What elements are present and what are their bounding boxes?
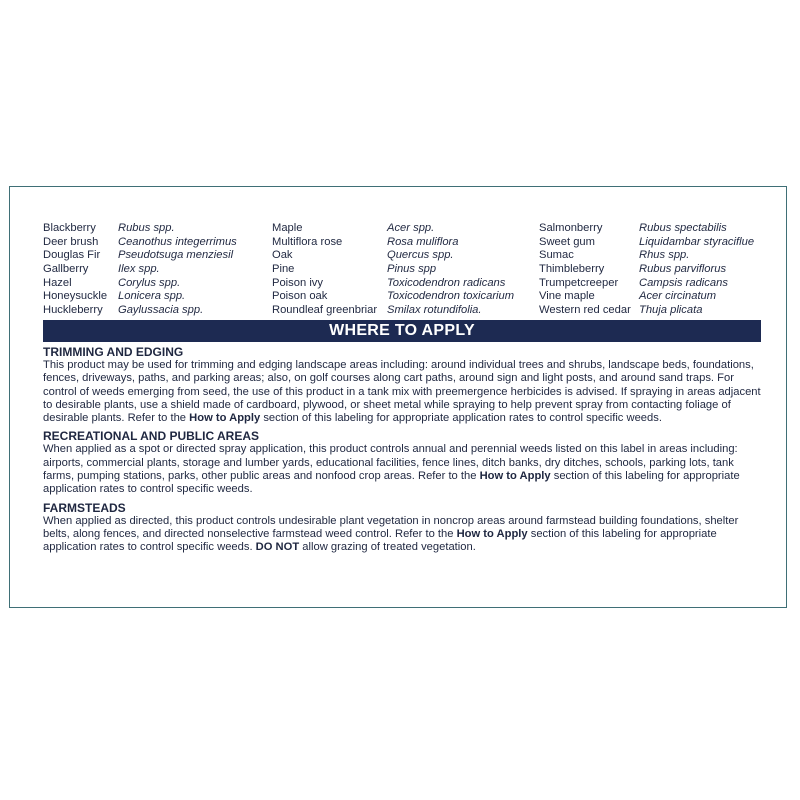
common-name: Pine	[272, 263, 295, 276]
section-heading-trimming: TRIMMING AND EDGING	[43, 345, 184, 359]
scientific-name: Rubus spectabilis	[639, 222, 727, 234]
application-sections	[43, 345, 765, 559]
common-name: Maple	[272, 222, 303, 234]
species-row	[272, 222, 514, 236]
species-row	[539, 236, 754, 250]
species-row	[43, 290, 237, 304]
common-name: Vine maple	[539, 290, 595, 303]
common-name: Huckleberry	[43, 304, 103, 317]
common-name: Sumac	[539, 249, 574, 262]
species-row	[272, 249, 514, 263]
species-row	[43, 263, 237, 277]
common-name: Deer brush	[43, 235, 99, 248]
common-name: Oak	[272, 249, 293, 262]
species-row	[539, 263, 754, 277]
scientific-name: Toxicodendron radicans	[387, 276, 506, 289]
common-name: Poison ivy	[272, 276, 323, 289]
common-name: Blackberry	[43, 222, 96, 234]
how-to-apply-reference: How to Apply	[479, 470, 551, 483]
species-row	[539, 304, 754, 318]
scientific-name: Ceanothus integerrimus	[118, 235, 237, 248]
common-name: Honeysuckle	[43, 290, 108, 303]
scientific-name: Ilex spp.	[118, 263, 160, 276]
scientific-name: Smilax rotundifolia.	[387, 304, 482, 317]
scientific-name: Lonicera spp.	[118, 290, 186, 303]
how-to-apply-reference: How to Apply	[189, 412, 261, 425]
common-name: Multiflora rose	[272, 235, 343, 248]
section-heading-recreational: RECREATIONAL AND PUBLIC AREAS	[43, 429, 260, 444]
section-heading-farmsteads: FARMSTEADS	[43, 500, 126, 515]
species-row	[539, 290, 754, 304]
species-row	[43, 236, 237, 250]
scientific-name: Pinus spp	[387, 263, 437, 276]
common-name: Poison oak	[272, 290, 328, 303]
common-name: Salmonberry	[539, 222, 603, 234]
scientific-name: Acer circinatum	[639, 290, 717, 303]
common-name: Roundleaf greenbriar	[272, 304, 378, 317]
scientific-name: Pseudotsuga menziesil	[118, 249, 234, 262]
section-text-farmsteads	[43, 515, 765, 555]
paragraph-text: section of this labeling for appropriate application rates to control specific weeds.	[43, 527, 717, 554]
scientific-name: Rhus spp.	[639, 249, 690, 262]
paragraph-text: section of this labeling for appropriate application rates to control specific weeds.	[260, 412, 662, 425]
common-name: Sweet gum	[539, 235, 595, 248]
paragraph-text: When applied as a spot or directed spray application, this product controls annual and perennial weeds listed on this label in areas including: airports, commercial plants, storage and lumber yards, educational facilities, fence lines, ditch banks, dry ditches, schools, parking lots, tank farms, pumping stations, parks, other public areas and nonfood crop areas. Refer to the	[43, 443, 738, 483]
common-name: Trumpetcreeper	[539, 276, 619, 289]
scientific-name: Liquidambar styraciflue	[639, 235, 755, 248]
scientific-name: Corylus spp.	[118, 276, 181, 289]
species-row	[272, 263, 514, 277]
label-panel	[9, 186, 787, 608]
species-row	[43, 304, 237, 318]
species-row	[272, 304, 514, 318]
where-to-apply-banner: WHERE TO APPLY	[43, 320, 761, 342]
common-name: Douglas Fir	[43, 249, 101, 262]
scientific-name: Acer spp.	[387, 222, 435, 234]
species-column-2	[272, 222, 514, 318]
scientific-name: Rubus parviflorus	[639, 263, 727, 276]
do-not-warning: DO NOT	[255, 541, 300, 554]
paragraph-text: allow grazing of treated vegetation.	[299, 541, 476, 554]
section-text-recreational	[43, 443, 765, 496]
scientific-name: Campsis radicans	[639, 276, 728, 289]
scientific-name: Rubus spp.	[118, 222, 175, 234]
species-column-1	[43, 222, 237, 318]
common-name: Gallberry	[43, 263, 89, 276]
species-row	[43, 222, 237, 236]
scientific-name: Toxicodendron toxicarium	[387, 290, 515, 303]
species-row	[539, 249, 754, 263]
paragraph-text: This product may be used for trimming and edging landscape areas including: around individual trees and shrubs, landscape beds, foundations, fences, driveways, paths, and parking areas; also, on golf courses along cart paths, around sign and light posts, and around sand traps. For control of weeds emerging from seed, the use of this product in a tank mix with preemergence herbicides is advised. If spraying in areas adjacent to desirable plants, use a shield made of cardboard, plywood, or sheet metal while spraying to help prevent spray from contacting foliage of desirable plants. Refer to the	[43, 359, 761, 425]
common-name: Western red cedar	[539, 304, 631, 317]
how-to-apply-reference: How to Apply	[456, 527, 528, 540]
scientific-name: Thuja plicata	[639, 304, 703, 317]
paragraph-text: section of this labeling for appropriate application rates to control specific weeds.	[43, 470, 740, 496]
species-row	[272, 236, 514, 250]
species-row	[272, 277, 514, 291]
species-column-3	[539, 222, 754, 318]
species-row	[539, 277, 754, 291]
species-row	[43, 249, 237, 263]
scientific-name: Rosa muliflora	[387, 235, 459, 248]
paragraph-text: When applied as directed, this product controls undesirable plant vegetation in noncrop areas around farmstead building foundations, shelter belts, along fences, and directed nonselective farmstead weed control. Refer to the	[43, 514, 739, 540]
species-row	[43, 277, 237, 291]
section-text-trimming	[43, 359, 765, 425]
common-name: Thimbleberry	[539, 263, 605, 276]
scientific-name: Quercus spp.	[387, 249, 454, 262]
scientific-name: Gaylussacia spp.	[118, 304, 204, 317]
species-row	[539, 222, 754, 236]
common-name: Hazel	[43, 276, 72, 289]
species-row	[272, 290, 514, 304]
